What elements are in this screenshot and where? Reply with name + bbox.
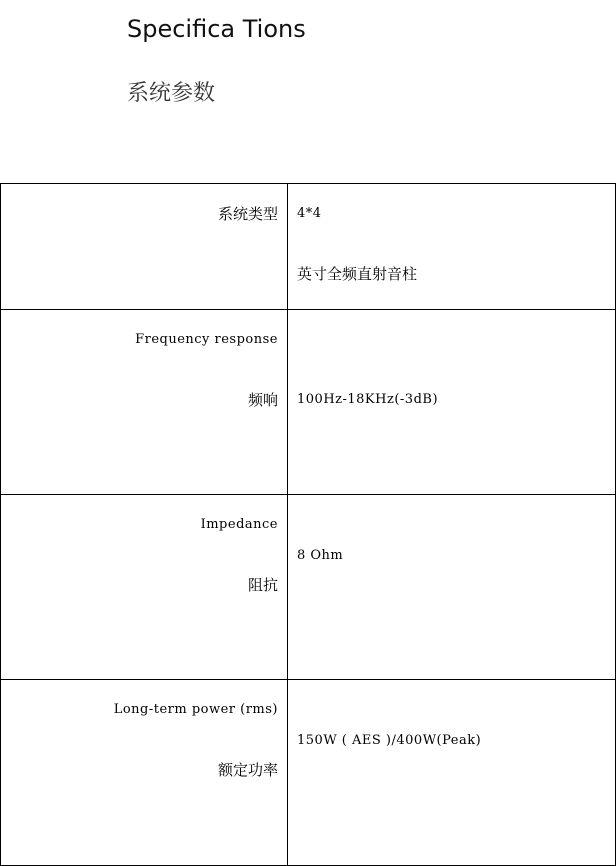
label-cell-long-term-power xyxy=(1,680,288,866)
label-cell-frequency-response xyxy=(1,310,288,495)
label-zh: 额定功率 xyxy=(217,761,278,779)
value-cell-system-type xyxy=(288,184,616,310)
value-text: 8 Ohm xyxy=(297,548,344,563)
label-en: Long-term power (rms) xyxy=(113,702,278,717)
page-title: Specifica Tions xyxy=(127,15,306,43)
table-row xyxy=(1,495,616,680)
label-en: Impedance xyxy=(200,517,278,532)
label-zh: 阻抗 xyxy=(247,576,278,594)
specifications-table xyxy=(0,183,616,866)
value-cell-long-term-power xyxy=(288,680,616,866)
value-cell-frequency-response xyxy=(288,310,616,495)
value-cell-impedance xyxy=(288,495,616,680)
table-row xyxy=(1,680,616,866)
label-en: Frequency response xyxy=(135,332,278,347)
line-gap xyxy=(1,535,278,575)
value-text: 150W ( AES )/400W(Peak) xyxy=(297,733,482,748)
line-gap xyxy=(297,224,615,264)
table-row xyxy=(1,310,616,495)
label-cell-system-type xyxy=(1,184,288,310)
label-cell-impedance xyxy=(1,495,288,680)
line-gap xyxy=(1,350,278,390)
value-text: 100Hz-18KHz(-3dB) xyxy=(297,392,439,407)
page-subtitle: 系统参数 xyxy=(127,81,216,106)
line-gap xyxy=(1,720,278,760)
value-text-zh: 英寸全频直射音柱 xyxy=(297,265,418,283)
table-row xyxy=(1,184,616,310)
label-zh: 系统类型 xyxy=(217,205,278,223)
label-zh: 频响 xyxy=(247,391,278,409)
value-text: 4*4 xyxy=(297,206,322,221)
